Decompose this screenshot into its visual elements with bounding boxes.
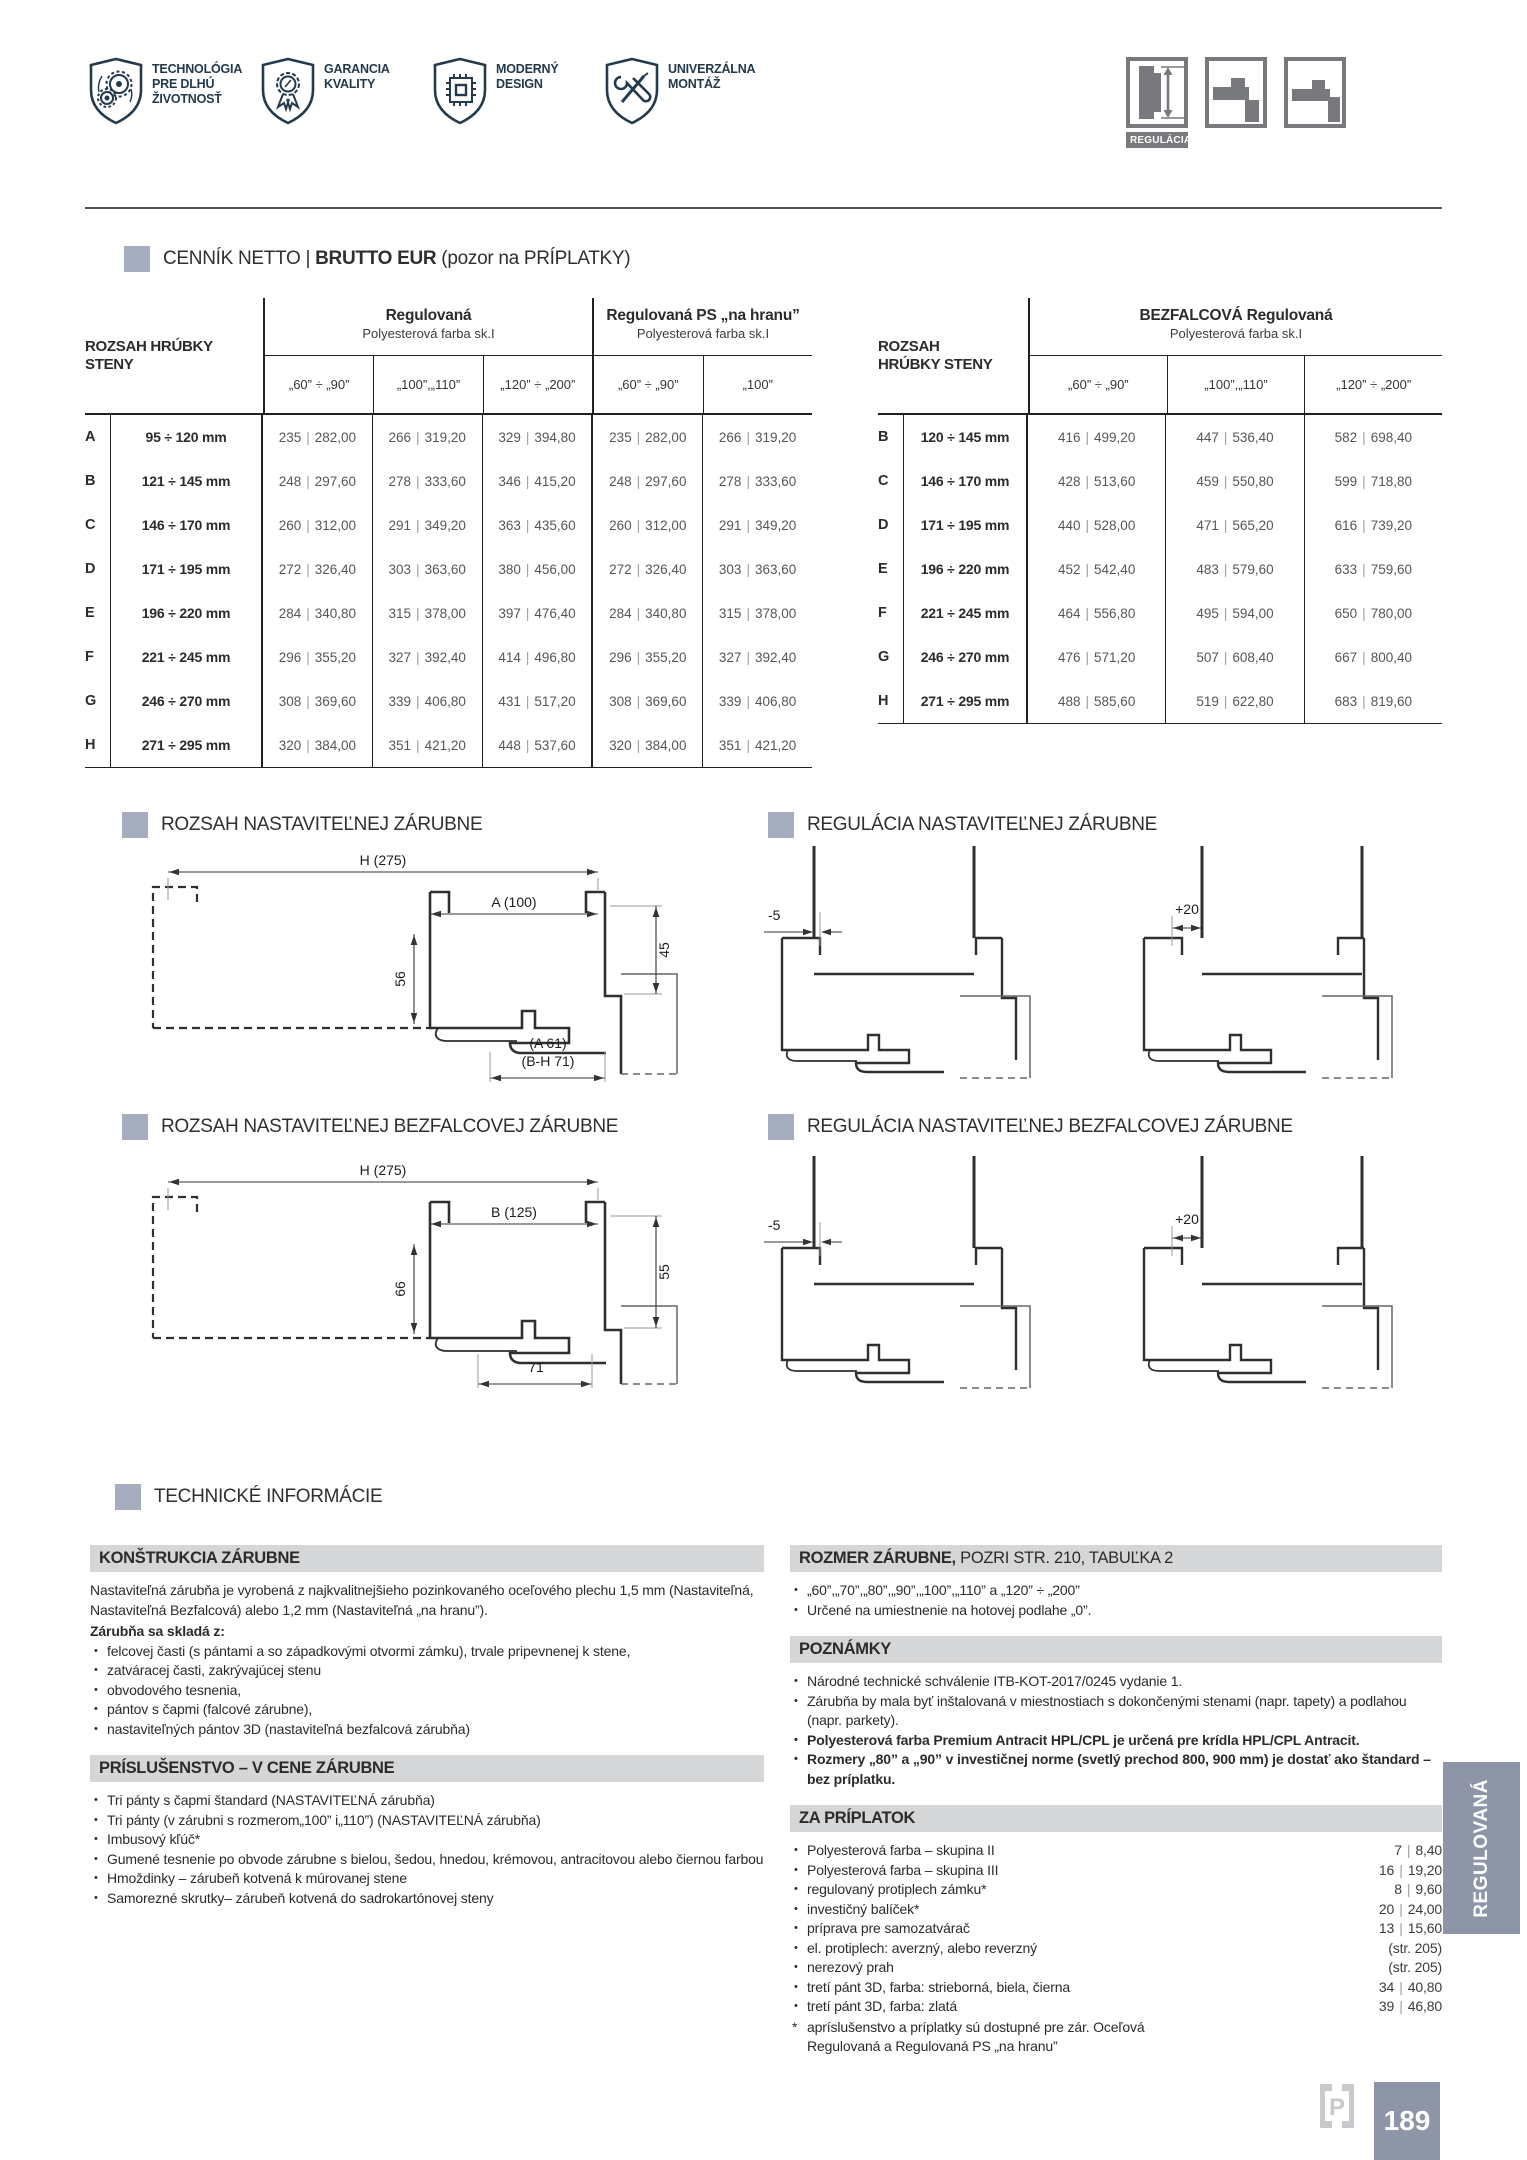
- surcharge-price: 7 | 8,40: [1394, 1842, 1442, 1858]
- svg-text:P: P: [1328, 2094, 1346, 2121]
- row-key: G: [878, 635, 904, 679]
- dim-plus-label: +20: [1175, 1211, 1199, 1227]
- dim-minus-label: -5: [768, 1217, 781, 1233]
- row-range: 146 ÷ 170 mm: [904, 459, 1028, 503]
- frame-profile-icon: [1205, 57, 1267, 128]
- price-cell: 447 | 536,40: [1165, 415, 1303, 459]
- price-cell: 346 | 415,20: [482, 459, 592, 503]
- row-range: 196 ÷ 220 mm: [111, 591, 263, 635]
- surcharge-item: [790, 1880, 1442, 1900]
- list-item: • obvodového tesnenia,: [90, 1681, 764, 1701]
- pricelist-title-text: CENNÍK NETTO | BRUTTO EUR (pozor na PRÍPLATKY): [163, 248, 631, 269]
- list-item: • Imbusový kľúč*: [90, 1830, 764, 1850]
- price-cell: 483 | 579,60: [1165, 547, 1303, 591]
- price-cell: 284 | 340,80: [591, 591, 702, 635]
- surcharge-list: [790, 1841, 1442, 2017]
- price-cell: 616 | 739,20: [1304, 503, 1442, 547]
- price-group: [592, 298, 812, 413]
- surcharge-item: [790, 1900, 1442, 1920]
- bar-konstrukcia: KONŠTRUKCIA ZÁRUBNE: [90, 1545, 764, 1572]
- construction-list: [90, 1642, 764, 1740]
- row-key: A: [85, 415, 111, 459]
- dim-minus-label: -5: [768, 907, 781, 923]
- price-cell: 416 | 499,20: [1057, 429, 1136, 445]
- price-group: [265, 298, 592, 413]
- tools-icon: [604, 56, 660, 126]
- price-cell: 248 | 297,60: [278, 473, 357, 489]
- badge: [432, 56, 592, 126]
- section-title-rozsah-bezfalc: ROZSAH NASTAVITEĽNEJ BEZFALCOVEJ ZÁRUBNE: [122, 1114, 618, 1140]
- price-table-bezfalcova: [878, 298, 1442, 724]
- square-bullet-icon: [122, 1114, 148, 1140]
- list-item: • felcovej časti (s pántami a so západkovými otvormi zámku), trvale pripevnenej k stene,: [90, 1642, 764, 1662]
- row-range: 246 ÷ 270 mm: [904, 635, 1028, 679]
- page-number: 189: [1374, 2082, 1440, 2160]
- surcharge-item: [790, 1861, 1442, 1881]
- row-key: B: [878, 415, 904, 459]
- price-cell: 296 | 355,20: [278, 649, 357, 665]
- row-range: 221 ÷ 245 mm: [904, 591, 1028, 635]
- price-cell: 683 | 819,60: [1304, 679, 1442, 723]
- surcharge-label: • príprava pre samozatvárač: [790, 1919, 1322, 1939]
- price-cell: 303 | 363,60: [372, 547, 482, 591]
- row-key: H: [878, 679, 904, 723]
- construction-intro: Nastaviteľná zárubňa je vyrobená z najkvalitnejšieho pozinkovaného oceľového plechu 1,5 mm (Nastaviteľná, Nastaviteľná Bezfalcová) alebo 1,2 mm (Nastaviteľná „na hranu”).: [90, 1582, 754, 1618]
- column-header: „100”: [703, 356, 813, 413]
- row-range: 171 ÷ 195 mm: [111, 547, 263, 591]
- price-cell: 284 | 340,80: [278, 605, 357, 621]
- diagram-regulacia-bezfalcovej: [752, 1156, 1442, 1403]
- list-item: • „60”,„70”,„80”,„90”,„100”,„110” a „120” ÷ „200”: [790, 1581, 1442, 1601]
- table-row: [85, 723, 812, 767]
- price-cell: 266 | 319,20: [372, 415, 482, 459]
- row-header: ROZSAH HRÚBKY STENY: [878, 337, 993, 373]
- price-cell: 315 | 378,00: [702, 591, 812, 635]
- list-item: • zatváracej časti, zakrývajúcej stenu: [90, 1661, 764, 1681]
- surcharge-price: 16 | 19,20: [1378, 1861, 1442, 1878]
- surcharge-price: 13 | 15,60: [1378, 1920, 1442, 1936]
- surcharge-price: (str. 205): [1388, 1959, 1442, 1975]
- square-bullet-icon: [115, 1484, 141, 1510]
- column-header: „100”,„110”: [373, 356, 482, 413]
- dim-right-label: 45: [656, 942, 672, 958]
- price-cell: 278 | 333,60: [702, 459, 812, 503]
- price-cell: 272 | 326,40: [278, 561, 357, 577]
- price-cell: 235 | 282,00: [591, 415, 702, 459]
- table-row: [85, 547, 812, 591]
- row-range: 171 ÷ 195 mm: [904, 503, 1028, 547]
- price-cell: 599 | 718,80: [1304, 459, 1442, 503]
- row-key: C: [85, 503, 111, 547]
- price-cell: 471 | 565,20: [1165, 503, 1303, 547]
- dim-bottom-label: 71: [528, 1359, 544, 1375]
- price-cell: 476 | 571,20: [1057, 649, 1136, 665]
- price-cell: 320 | 384,00: [591, 723, 702, 767]
- column-header: „60” ÷ „90”: [288, 377, 350, 392]
- surcharge-item: [790, 1997, 1442, 2017]
- row-range: 95 ÷ 120 mm: [111, 415, 263, 459]
- table-row: [85, 635, 812, 679]
- tech-column-right: [790, 1545, 1442, 2057]
- price-cell: 235 | 282,00: [278, 429, 357, 445]
- price-group: [1030, 298, 1442, 413]
- price-cell: 329 | 394,80: [482, 415, 592, 459]
- price-cell: 308 | 369,60: [278, 693, 357, 709]
- surcharge-item: [790, 1841, 1442, 1861]
- square-bullet-icon: [124, 246, 150, 272]
- row-range: 120 ÷ 145 mm: [904, 415, 1028, 459]
- price-cell: 320 | 384,00: [278, 737, 357, 753]
- column-header: „120” ÷ „200”: [483, 356, 592, 413]
- section-title-tech-info: TECHNICKÉ INFORMÁCIE: [115, 1484, 382, 1510]
- price-cell: 303 | 363,60: [702, 547, 812, 591]
- square-bullet-icon: [768, 1114, 794, 1140]
- list-item: • Gumené tesnenie po obvode zárubne s bielou, šedou, hnedou, krémovou, antracitovou alebo čiernou farbou: [90, 1850, 764, 1870]
- table-row: [85, 591, 812, 635]
- group-title: Regulovaná PS „na hranu” Polyesterová farba sk.I: [594, 298, 812, 356]
- row-range: 121 ÷ 145 mm: [111, 459, 263, 503]
- table-header: [878, 298, 1442, 415]
- badge: [604, 56, 764, 126]
- surcharge-price: 20 | 24,00: [1378, 1900, 1442, 1917]
- price-cell: 667 | 800,40: [1304, 635, 1442, 679]
- dim-a-label: B (125): [491, 1204, 537, 1220]
- dim-bottom-label2: (B-H 71): [521, 1053, 575, 1069]
- surcharge-item: [790, 1939, 1442, 1959]
- surcharge-price: (str. 205): [1388, 1939, 1442, 1956]
- frame-profile-alt-icon: [1284, 57, 1346, 128]
- price-cell: 459 | 550,80: [1165, 459, 1303, 503]
- price-cell: 452 | 542,40: [1057, 561, 1136, 577]
- table-row: [878, 503, 1442, 547]
- porta-logo-icon: [1314, 2082, 1360, 2135]
- square-bullet-icon: [122, 812, 148, 838]
- surcharge-label: • tretí pánt 3D, farba: strieborná, biela, čierna: [790, 1978, 1322, 1998]
- price-cell: 327 | 392,40: [702, 635, 812, 679]
- diagram-regulacia-zarubne: [752, 846, 1442, 1093]
- price-cell: 633 | 759,60: [1304, 547, 1442, 591]
- column-header: „100”,„110”: [1167, 356, 1305, 413]
- dim-plus-label: +20: [1175, 901, 1199, 917]
- dim-left-label: 56: [392, 971, 408, 987]
- row-key: B: [85, 459, 111, 503]
- table-row: [878, 415, 1442, 459]
- group-title: Regulovaná Polyesterová farba sk.I: [265, 298, 592, 356]
- table-row: [878, 635, 1442, 679]
- surcharge-label: • Polyesterová farba – skupina III: [790, 1861, 1322, 1881]
- list-item: • pántov s čapmi (falcové zárubne),: [90, 1700, 764, 1720]
- price-cell: 266 | 319,20: [702, 415, 812, 459]
- badge-label: UNIVERZÁLNA MONTÁŽ: [668, 62, 756, 91]
- price-cell: 291 | 349,20: [702, 503, 812, 547]
- list-item: • Určené na umiestnenie na hotovej podlahe „0”.: [790, 1601, 1442, 1621]
- table-row: [878, 459, 1442, 503]
- price-cell: 380 | 456,00: [482, 547, 592, 591]
- bar-za-priplatok: ZA PRÍPLATOK: [790, 1805, 1442, 1832]
- price-cell: 431 | 517,20: [482, 679, 592, 723]
- table-row: [85, 679, 812, 723]
- price-cell: 272 | 326,40: [591, 547, 702, 591]
- surcharge-price: 34 | 40,80: [1378, 1978, 1442, 1995]
- notes-list: [790, 1672, 1442, 1789]
- dim-bottom-label1: (A 61): [529, 1035, 567, 1051]
- row-key: G: [85, 679, 111, 723]
- surcharge-label: • tretí pánt 3D, farba: zlatá: [790, 1997, 1322, 2017]
- row-key: F: [878, 591, 904, 635]
- surcharge-label: • investičný balíček*: [790, 1900, 1322, 1920]
- table-body: [85, 415, 812, 768]
- table-row: [878, 679, 1442, 723]
- group-subtitle: Polyesterová farba sk.I: [1169, 326, 1303, 341]
- row-header: ROZSAH HRÚBKY STENY: [85, 337, 213, 373]
- badge-label: TECHNOLÓGIA PRE DLHÚ ŽIVOTNOSŤ: [152, 62, 243, 106]
- surcharge-footnote: * apríslušenstvo a príplatky sú dostupné pre zár. Oceľová Regulovaná a Regulovaná PS „na hranu”: [792, 2018, 1145, 2054]
- row-range: 271 ÷ 295 mm: [111, 723, 263, 767]
- badge: [260, 56, 420, 126]
- list-item: • nastaviteľných pántov 3D (nastaviteľná bezfalcová zárubňa): [90, 1720, 764, 1740]
- price-cell: 495 | 594,00: [1165, 591, 1303, 635]
- price-cell: 448 | 537,60: [482, 723, 592, 767]
- price-cell: 260 | 312,00: [591, 503, 702, 547]
- price-cell: 650 | 780,00: [1304, 591, 1442, 635]
- dim-right-label: 55: [656, 1264, 672, 1280]
- size-list: [790, 1581, 1442, 1620]
- column-header: „60” ÷ „90”: [1068, 377, 1129, 392]
- group-title: BEZFALCOVÁ Regulovaná Polyesterová farba sk.I: [1030, 298, 1442, 356]
- section-title-regulacia-bezfalc: REGULÁCIA NASTAVITEĽNEJ BEZFALCOVEJ ZÁRUBNE: [768, 1114, 1293, 1140]
- list-item: • Samorezné skrutky– zárubeň kotvená do sadrokartónovej steny: [90, 1889, 764, 1909]
- dim-h-label: H (275): [359, 852, 407, 868]
- price-cell: 339 | 406,80: [702, 679, 812, 723]
- list-item: • Hmoždinky – zárubeň kotvená k múrovanej stene: [90, 1869, 764, 1889]
- gears-icon: [88, 56, 144, 126]
- surcharge-item: [790, 1919, 1442, 1939]
- table-row: [878, 547, 1442, 591]
- row-key: C: [878, 459, 904, 503]
- table-header: [85, 298, 812, 415]
- row-key: H: [85, 723, 111, 767]
- row-range: 196 ÷ 220 mm: [904, 547, 1028, 591]
- construction-list-title: Zárubňa sa skladá z:: [90, 1623, 225, 1639]
- surcharge-label: • el. protiplech: averzný, alebo reverzný: [790, 1939, 1322, 1959]
- row-key: E: [878, 547, 904, 591]
- regulation-icon-group: [1126, 57, 1346, 148]
- row-range: 271 ÷ 295 mm: [904, 679, 1028, 723]
- table-row: [85, 459, 812, 503]
- bar-poznamky: POZNÁMKY: [790, 1636, 1442, 1663]
- table-row: [878, 591, 1442, 635]
- price-cell: 291 | 349,20: [372, 503, 482, 547]
- frame-regulation-icon: [1126, 57, 1188, 128]
- price-cell: 507 | 608,40: [1165, 635, 1303, 679]
- header-divider: [85, 207, 1442, 209]
- group-subtitle: Polyesterová farba sk.I: [362, 326, 495, 341]
- surcharge-price: 39 | 46,80: [1378, 1998, 1442, 2014]
- bar-rozmer: ROZMER ZÁRUBNE, POZRI STR. 210, TABUĽKA 2: [790, 1545, 1442, 1572]
- tech-column-left: [90, 1545, 764, 1908]
- table-row: [85, 415, 812, 459]
- row-range: 146 ÷ 170 mm: [111, 503, 263, 547]
- row-key: F: [85, 635, 111, 679]
- row-range: 221 ÷ 245 mm: [111, 635, 263, 679]
- surcharge-label: • Polyesterová farba – skupina II: [790, 1841, 1322, 1861]
- chip-icon: [432, 56, 488, 126]
- price-cell: 397 | 476,40: [482, 591, 592, 635]
- side-tab-regulovana: REGULOVANÁ: [1443, 1762, 1520, 1934]
- pricelist-title: [124, 246, 630, 272]
- dim-left-label: 66: [392, 1281, 408, 1297]
- price-cell: 315 | 378,00: [372, 591, 482, 635]
- price-cell: 464 | 556,80: [1057, 605, 1136, 621]
- surcharge-price: 8 | 9,60: [1394, 1881, 1442, 1897]
- note-item: • Národné technické schválenie ITB-KOT-2017/0245 vydanie 1.: [790, 1672, 1442, 1692]
- row-key: D: [85, 547, 111, 591]
- price-cell: 327 | 392,40: [372, 635, 482, 679]
- row-range: 246 ÷ 270 mm: [111, 679, 263, 723]
- note-item: • Polyesterová farba Premium Antracit HPL/CPL je určená pre krídla HPL/CPL Antracit.: [790, 1731, 1442, 1751]
- price-table-regulovana: [85, 298, 812, 768]
- diagram-rozsah-bezfalcovej: [100, 1156, 700, 1403]
- price-cell: 308 | 369,60: [591, 679, 702, 723]
- price-cell: 248 | 297,60: [591, 459, 702, 503]
- surcharge-label: • nerezový prah: [790, 1958, 1322, 1978]
- surcharge-item: [790, 1958, 1442, 1978]
- price-cell: 440 | 528,00: [1057, 517, 1136, 533]
- price-cell: 519 | 622,80: [1165, 679, 1303, 723]
- table-row: [85, 503, 812, 547]
- row-key: E: [85, 591, 111, 635]
- diagram-rozsah-zarubne: [100, 846, 700, 1093]
- bar-prislusenstvo: PRÍSLUŠENSTVO – V CENE ZÁRUBNE: [90, 1755, 764, 1782]
- price-cell: 414 | 496,80: [482, 635, 592, 679]
- price-cell: 351 | 421,20: [372, 723, 482, 767]
- section-title-regulacia: REGULÁCIA NASTAVITEĽNEJ ZÁRUBNE: [768, 812, 1157, 838]
- badge-label: GARANCIA KVALITY: [324, 62, 390, 91]
- accessories-list: [90, 1791, 764, 1908]
- badge-label: MODERNÝ DESIGN: [496, 62, 559, 91]
- price-cell: 260 | 312,00: [278, 517, 357, 533]
- surcharge-label: • regulovaný protiplech zámku*: [790, 1880, 1322, 1900]
- list-item: • Tri pánty (v zárubni s rozmerom„100” i„110”) (NASTAVITEĽNÁ zárubňa): [90, 1811, 764, 1831]
- price-cell: 278 | 333,60: [372, 459, 482, 503]
- list-item: • Tri pánty s čapmi štandard (NASTAVITEĽNÁ zárubňa): [90, 1791, 764, 1811]
- price-cell: 488 | 585,60: [1057, 693, 1136, 709]
- price-cell: 296 | 355,20: [591, 635, 702, 679]
- surcharge-item: [790, 1978, 1442, 1998]
- regulation-caption: REGULÁCIA: [1126, 132, 1188, 148]
- dim-h-label: H (275): [359, 1162, 407, 1178]
- column-header: „60” ÷ „90”: [617, 377, 679, 392]
- price-cell: 582 | 698,40: [1304, 415, 1442, 459]
- group-subtitle: Polyesterová farba sk.I: [636, 326, 770, 341]
- badge-list: [88, 56, 764, 126]
- note-item: • Zárubňa by mala byť inštalovaná v miestnostiach s dokončenými stenami (napr. tapety) a podlahou (napr. parkety).: [790, 1692, 1442, 1731]
- price-cell: 339 | 406,80: [372, 679, 482, 723]
- price-cell: 363 | 435,60: [482, 503, 592, 547]
- column-header: „120” ÷ „200”: [1304, 356, 1442, 413]
- note-item: • Rozmery „80” a „90” v investičnej norme (svetlý prechod 800, 900 mm) je dostať ako štandard – bez príplatku.: [790, 1750, 1442, 1789]
- row-key: D: [878, 503, 904, 547]
- square-bullet-icon: [768, 812, 794, 838]
- table-body: [878, 415, 1442, 724]
- price-cell: 351 | 421,20: [702, 723, 812, 767]
- badge: [88, 56, 248, 126]
- section-title-rozsah: ROZSAH NASTAVITEĽNEJ ZÁRUBNE: [122, 812, 482, 838]
- medal-icon: [260, 56, 316, 126]
- price-cell: 428 | 513,60: [1057, 473, 1136, 489]
- dim-a-label: A (100): [491, 894, 537, 910]
